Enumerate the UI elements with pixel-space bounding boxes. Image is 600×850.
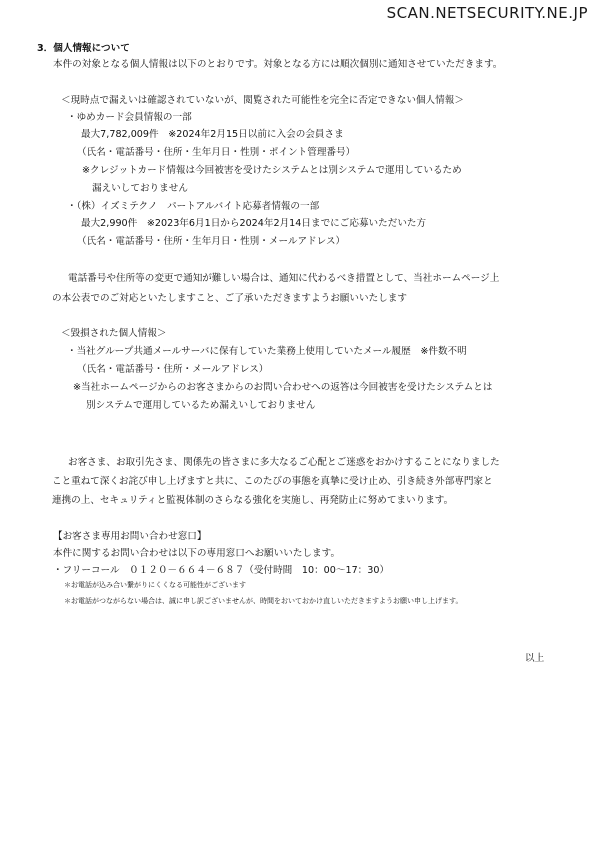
apology-line2: こと重ねて深くお詫び申し上げますと共に、このたびの事態を真摯に受け止め、引き続き外部専門家と [52, 476, 493, 487]
contact-phone: ・フリーコール ０１２０－６６４－６８７（受付時間 10：00～17：30） [53, 565, 390, 576]
block1-title: ＜現時点で漏えいは確認されていないが、閲覧された可能性を完全に否定できない個人情報＞ [61, 95, 464, 106]
block1-item1-note1: ※クレジットカード情報は今回被害を受けたシステムとは別システムで運用しているため [82, 165, 462, 176]
section-heading: 3．個人情報について [37, 43, 130, 54]
block1-item2-fields: （氏名・電話番号・住所・生年月日・性別・メールアドレス） [77, 236, 346, 247]
block2-item1: ・当社グループ共通メールサーバに保有していた業務上使用していたメール履歴 ※件数不明 [67, 346, 467, 357]
contact-intro: 本件に関するお問い合わせは以下の専用窓口へお願いいたします。 [53, 548, 341, 559]
block2-title: ＜毀損された個人情報＞ [61, 328, 167, 339]
contact-note2: ＊お電話がつながらない場合は、誠に申し訳ございませんが、時間をおいておかけ直しいただきますようお願い申し上げます。 [64, 597, 463, 605]
block1-item1-fields: （氏名・電話番号・住所・生年月日・性別・ポイント管理番号） [77, 147, 356, 158]
watermark: SCAN.NETSECURITY.NE.JP [386, 4, 588, 22]
section-intro: 本件の対象となる個人情報は以下のとおりです。対象となる方には順次個別に通知させていただきます。 [53, 59, 503, 70]
contact-title: 【お客さま専用お問い合わせ窓口】 [53, 531, 207, 542]
block1-item1-title: ・ゆめカード会員情報の一部 [67, 112, 192, 123]
block1-item1-note2: 漏えいしておりません [92, 183, 188, 194]
block1-item2-count: 最大2,990件 ※2023年6月1日から2024年2月14日までにご応募いただいた方 [81, 218, 427, 229]
block1-item1-count: 最大7,782,009件 ※2024年2月15日以前に入会の会員さま [81, 129, 344, 140]
contact-note1: ＊お電話が込み合い繋がりにくくなる可能性がございます [64, 581, 246, 589]
notice-line1: 電話番号や住所等の変更で通知が難しい場合は、通知に代わるべき措置として、当社ホームページ上 [68, 273, 500, 284]
notice-line2: の本公表でのご対応といたしますこと、ご了承いただきますようお願いいたします [52, 293, 407, 304]
closing-mark: 以上 [525, 653, 545, 664]
apology-line1: お客さま、お取引先さま、関係先の皆さまに多大なるご心配とご迷惑をおかけすることになりました [68, 457, 500, 468]
block2-item1-fields: （氏名・電話番号・住所・メールアドレス） [77, 364, 269, 375]
apology-line3: 連携の上、セキュリティと監視体制のさらなる強化を実施し、再発防止に努めてまいります。 [52, 495, 454, 506]
block2-note1: ※当社ホームページからのお客さまからのお問い合わせへの返答は今回被害を受けたシステムとは [73, 382, 493, 393]
block2-note2: 別システムで運用しているため漏えいしておりません [86, 400, 316, 411]
block1-item2-title: ・（株）イズミテクノ パートアルバイト応募者情報の一部 [67, 201, 320, 212]
